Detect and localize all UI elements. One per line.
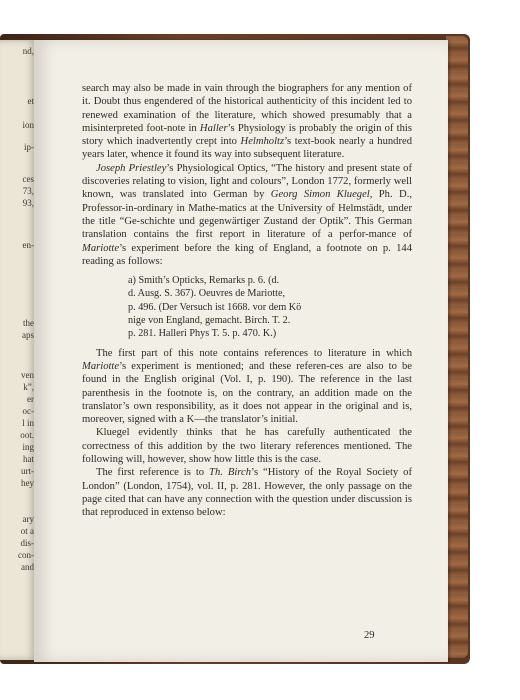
italic-name: Mariotte — [82, 242, 120, 254]
quoted-footnote — [128, 274, 412, 340]
page-edges — [446, 36, 468, 658]
text-run: ’s Physiology is probably the origin of this story which inadvertently crept into — [82, 122, 412, 148]
text-run: ’s “History of the Royal Society of London” (London, 1754), vol. II, p. 281. However, the only passage on the page cited that can have any connection with the question under discussion is that reproduced in extenso below: — [82, 467, 412, 519]
facing-page-text-fragment: 93, — [22, 198, 34, 208]
facing-page-text-fragment: ary — [22, 514, 34, 524]
facing-page-text-fragment: l in — [22, 418, 34, 428]
footnote-line: nige von England, gemacht. Birch. T. 2. — [128, 315, 291, 327]
text-run: Kluegel evidently thinks that he has carefully authenticated the correctness of this addition by the two literary references mentioned. The following will, however, show how little this is the case. — [82, 427, 412, 466]
book-page — [34, 40, 448, 662]
paragraph — [82, 466, 412, 519]
facing-page-text-fragment: aps — [22, 330, 34, 340]
italic-name: Helmholtz — [240, 136, 285, 148]
facing-page-text-fragment: ing — [22, 442, 34, 452]
text-run: ’s text-book nearly a hundred years later, whence it found its way into subsequent literature. — [82, 136, 412, 161]
facing-page-text-fragment: hey — [21, 478, 34, 488]
text-run: The first reference is to — [96, 467, 210, 479]
facing-page-text-fragment: hat — [23, 454, 34, 464]
italic-name: Joseph Priestley — [96, 162, 167, 174]
footnote-line: p. 281. Halleri Phys T. 5. p. 470. K.) — [128, 328, 277, 340]
facing-page-text-fragment: con- — [18, 550, 34, 560]
facing-page-text-fragment: dis- — [20, 538, 34, 548]
text-run: ’s experiment is mentioned; and these referen-ces are also to be found in the English original (Vol. I, p. 190). The reference in the last parenthesis in the footnote is, on the contrary, an addition made on the translator’s own responsibility, as it does not appear in the original and is, moreover, signed with a K—the translator’s initial. — [82, 360, 412, 426]
page-number: 29 — [364, 630, 375, 641]
facing-page-text-fragment: k”, — [23, 382, 34, 392]
facing-page-text-fragment: urt- — [21, 466, 34, 476]
facing-page-text-fragment: ven — [21, 370, 34, 380]
text-run: ’s Physiological Optics, “The history and present state of discoveries relating to vision, light and colours”, London 1772, formerly well known, was translated into German by — [82, 162, 412, 201]
facing-page-text-fragment: er — [27, 394, 34, 404]
facing-page-text-fragment: oc- — [22, 406, 34, 416]
italic-name: Th. Birch — [209, 467, 251, 479]
italic-name: Georg Simon Kluegel — [270, 189, 370, 201]
text-run: search may also be made in vain through the biographers for any mention of it. Doubt thus engendered of the historical authenticity of this incident led to renewed examination of the literature, which showed presumably that a misinterpreted foot-note in — [82, 83, 412, 134]
text-run: ’s experiment before the king of England, a footnote on p. 144 reading as follows: — [82, 242, 412, 267]
footnote-line: a) Smith’s Opticks, Remarks p. 6. (d. — [128, 275, 280, 287]
footnote-line: p. 496. (Der Versuch ist 1668. vor dem Kö — [128, 301, 302, 313]
text-run: , Ph. D., Professor-in-ordinary in Mathe-matics at the University of Helmstädt, under the title “Ge-schichte und gegenwärtiger Zustand der Optik”. This German translation contains the first report in literature of a perfor-mance of — [82, 189, 412, 241]
page-text — [82, 82, 412, 520]
facing-page-text-fragment: ip- — [24, 142, 34, 152]
facing-page-text-fragment: ion — [22, 120, 34, 130]
facing-page-text-fragment: the — [23, 318, 34, 328]
facing-page-text-fragment: ces — [22, 174, 34, 184]
italic-name: Mariotte — [82, 360, 120, 372]
facing-page-text-fragment: 73, — [22, 186, 34, 196]
paragraph — [82, 162, 412, 268]
facing-page-text-fragment: en- — [22, 240, 34, 250]
paragraph — [82, 82, 412, 162]
facing-page-text-fragment: et — [27, 96, 34, 106]
italic-name: Haller — [199, 122, 228, 134]
facing-page-text-fragment: and — [21, 562, 34, 572]
text-run: The first part of this note contains references to literature in which — [96, 347, 412, 359]
facing-page-fragment — [0, 40, 38, 660]
paragraph — [82, 347, 412, 427]
facing-page-text-fragment: ot a — [20, 526, 34, 536]
paragraphs-after-footnote — [82, 347, 412, 520]
facing-page-text-fragment: oot. — [20, 430, 34, 440]
paragraph — [82, 426, 412, 466]
paragraphs-before-footnote — [82, 82, 412, 268]
footnote-line: d. Ausg. S. 367). Oeuvres de Mariotte, — [128, 288, 286, 300]
facing-page-text-fragment: nd, — [22, 46, 34, 56]
